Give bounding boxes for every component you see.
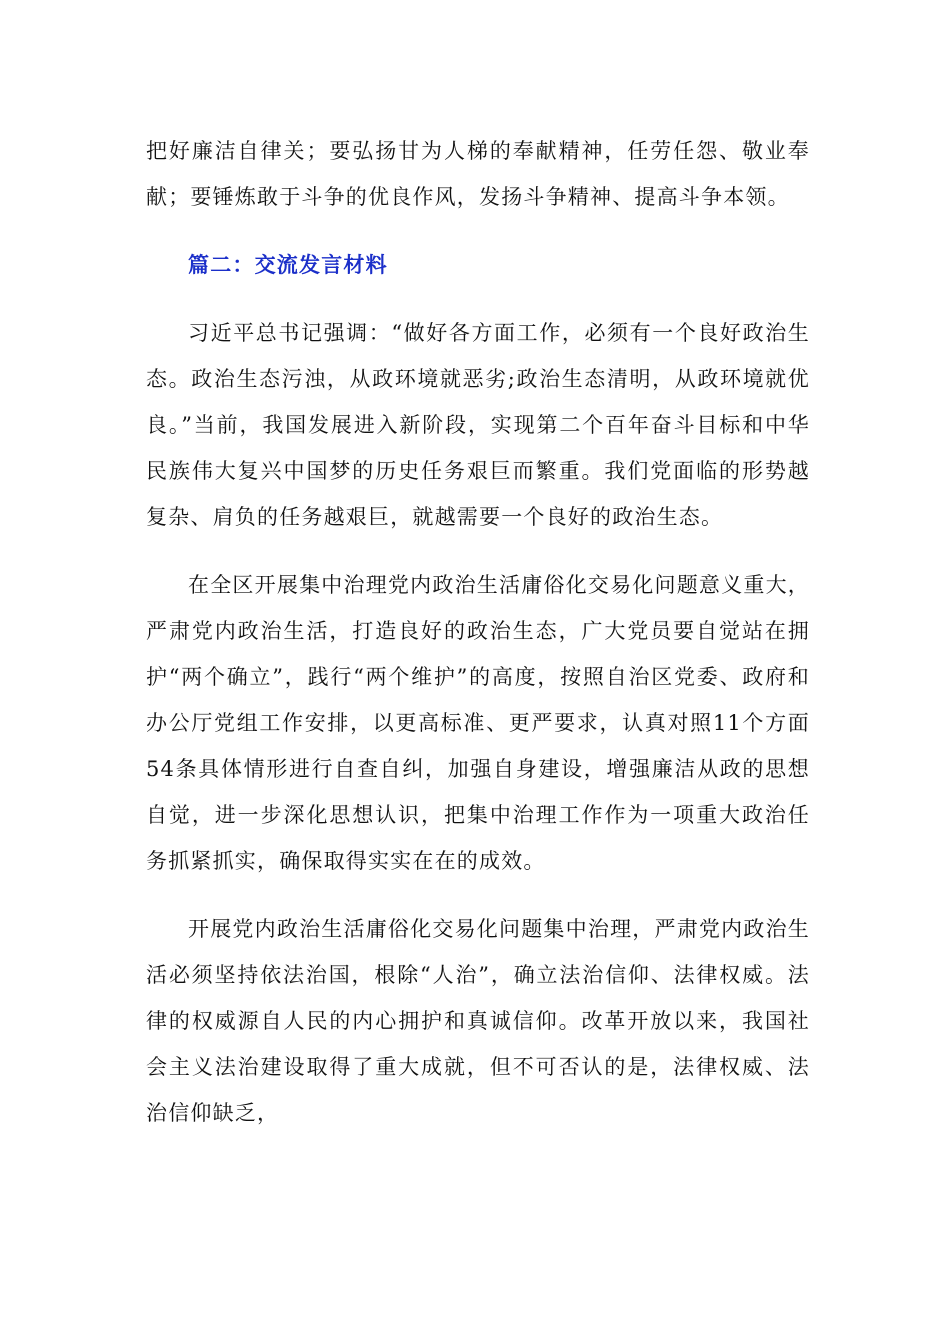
paragraph-governance: 在全区开展集中治理党内政治生活庸俗化交易化问题意义重大，严肃党内政治生活，打造良好的政治生态，广大党员要自觉站在拥护“两个确立”，践行“两个维护”的高度，按照自治区党委、政府和办公厅党组工作安排，以更高标准、更严要求，认真对照11个方面54条具体情形进行自查自纠，加强自身建设，增强廉洁从政的思想自觉，进一步深化思想认识，把集中治理工作作为一项重大政治任务抓紧抓实，确保取得实实在在的成效。 [146,573,810,873]
paragraph-continued: 把好廉洁自律关；要弘扬甘为人梯的奉献精神，任劳任怨、敬业奉献；要锤炼敢于斗争的优良作风，发扬斗争精神、提高斗争本领。 [146,139,810,209]
section-heading: 篇二：交流发言材料 [188,253,388,277]
document-body [146,128,810,1136]
paragraph-rule-of-law: 开展党内政治生活庸俗化交易化问题集中治理，严肃党内政治生活必须坚持依法治国，根除“人治”，确立法治信仰、法律权威。法律的权威源自人民的内心拥护和真诚信仰。改革开放以来，我国社会主义法治建设取得了重大成就，但不可否认的是，法律权威、法治信仰缺乏， [146,917,810,1125]
paragraph-quote: 习近平总书记强调：“做好各方面工作，必须有一个良好政治生态。政治生态污浊，从政环境就恶劣;政治生态清明，从政环境就优良。”当前，我国发展进入新阶段，实现第二个百年奋斗目标和中华民族伟大复兴中国梦的历史任务艰巨而繁重。我们党面临的形势越复杂、肩负的任务越艰巨，就越需要一个良好的政治生态。 [146,321,810,529]
